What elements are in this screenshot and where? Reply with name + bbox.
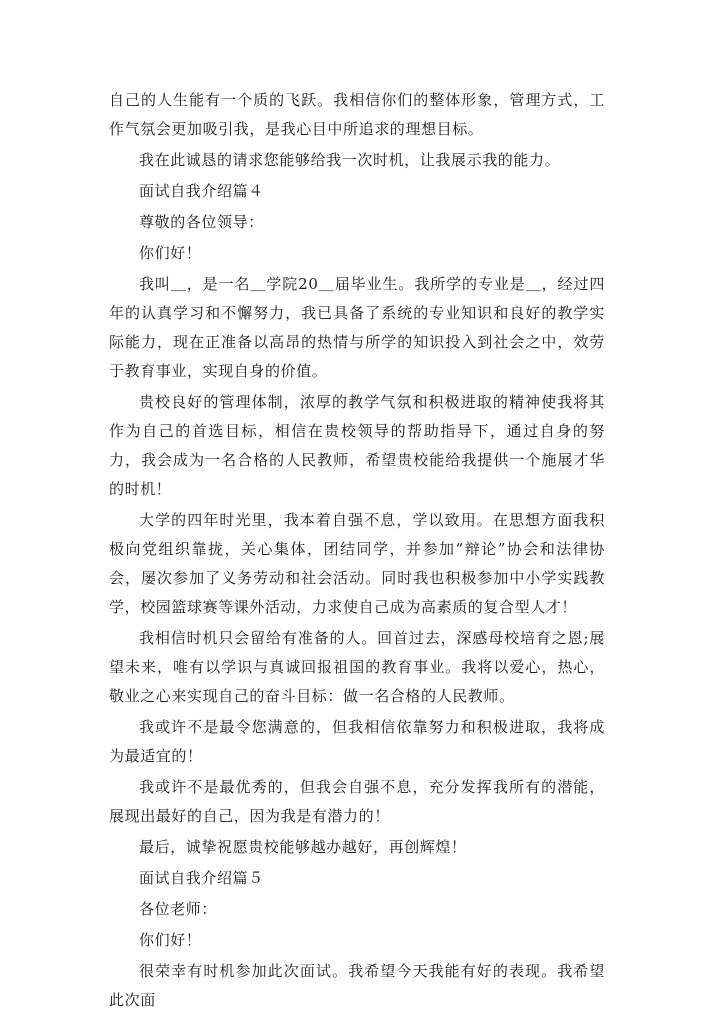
section-heading-5: 面试自我介绍篇５ (139, 869, 264, 887)
section-heading-4: 面试自我介绍篇４ (139, 182, 264, 200)
salutation-leaders: 尊敬的各位领导： (139, 213, 264, 231)
paragraph-opportunity: 我相信时机只会留给有准备的人。回首过去，深感母校培育之恩;展望未来，唯有以学识与真诚回报祖国的教育事业。我将以爱心，热心，敬业之心来实现自己的奋斗目标：做一名合格的人民教师。 (109, 629, 605, 705)
greeting: 你们好！ (139, 244, 202, 262)
paragraph-school: 贵校良好的管理体制，浓厚的教学气氛和积极进取的精神使我将其作为自己的首选目标，相信在贵校领导的帮助指导下，通过自身的努力，我会成为一名合格的人民教师，希望贵校能给我提供一个施展才华的时机！ (109, 393, 605, 498)
paragraph-honored: 很荣幸有时机参加此次面试。我希望今天我能有好的表现。我希望此次面 (109, 962, 605, 1009)
paragraph-satisfy: 我或许不是最令您满意的，但我相信依靠努力和积极进取，我将成为最适宜的！ (109, 718, 605, 765)
paragraph-best: 我或许不是最优秀的，但我会自强不息，充分发挥我所有的潜能，展现出最好的自己，因为我是有潜力的！ (109, 778, 605, 825)
salutation-teachers: 各位老师： (139, 900, 218, 918)
paragraph-intro: 我叫＿，是一名＿学院20＿届毕业生。我所学的专业是＿，经过四年的认真学习和不懈努力，我已具备了系统的专业知识和良好的教学实际能力，现在正准备以高昂的热情与所学的知识投入到社会之中，效劳于教育事业，实现自身的价值。 (109, 275, 605, 380)
paragraph-university: 大学的四年时光里，我本着自强不息，学以致用。在思想方面我积极向党组织靠拢，关心集体，团结同学，并参加“辩论”协会和法律协会，屡次参加了义务劳动和社会活动。同时我也积极参加中小学实践教学，校园篮球赛等课外活动，力求使自己成为高素质的复合型人才！ (109, 511, 605, 616)
paragraph-continuation: 自己的人生能有一个质的飞跃。我相信你们的整体形象，管理方式，工作气氛会更加吸引我，是我心目中所追求的理想目标。 (109, 91, 605, 138)
paragraph-closing: 最后，诚挚祝愿贵校能够越办越好，再创辉煌！ (139, 838, 467, 856)
paragraph-request: 我在此诚恳的请求您能够给我一次时机，让我展示我的能力。 (139, 151, 561, 169)
document-page (109, 86, 605, 1015)
greeting-2: 你们好！ (139, 931, 202, 949)
